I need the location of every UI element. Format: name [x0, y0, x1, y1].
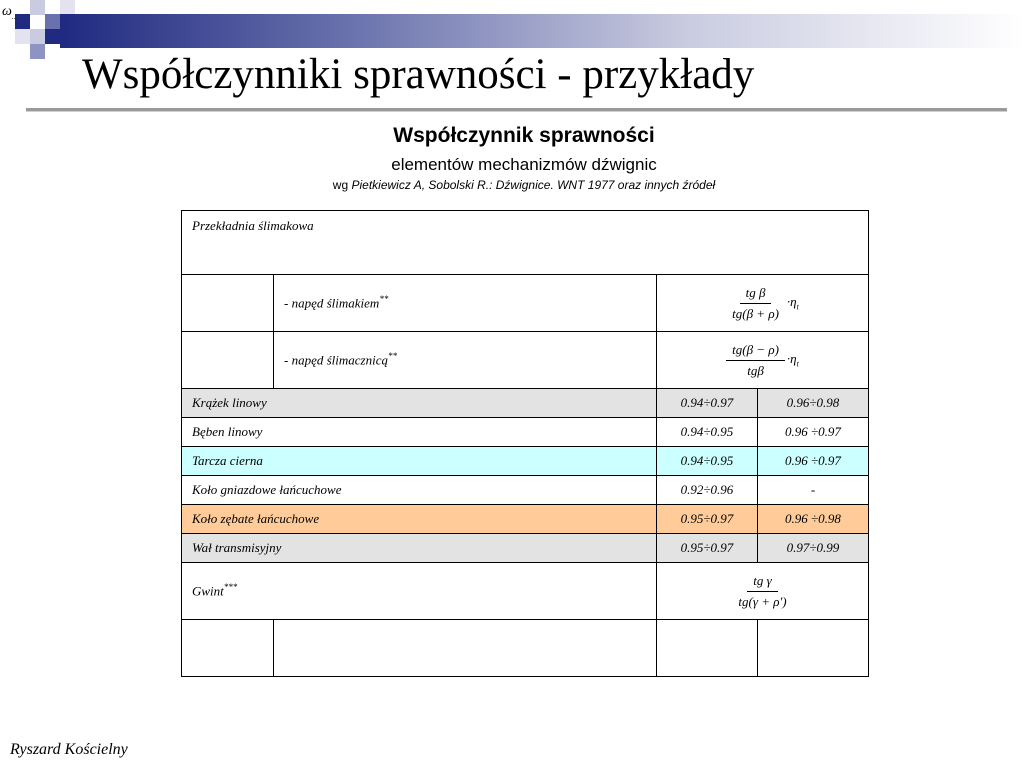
table-row	[182, 534, 869, 563]
row-value-1: 0.95÷0.97	[657, 505, 758, 534]
table-row	[182, 389, 869, 418]
page-title: Współczynniki sprawności - przykłady	[82, 51, 755, 98]
row-label: Wał transmisyjny	[182, 534, 657, 563]
table-row	[182, 505, 869, 534]
row-value-2: 0.97÷0.99	[758, 534, 869, 563]
empty-cell	[182, 275, 274, 332]
empty-cell	[758, 620, 869, 677]
row-value-1: 0.94÷0.95	[657, 447, 758, 476]
table-row-thread	[182, 563, 869, 620]
row-value-2: 0.96 ÷0.98	[758, 505, 869, 534]
row-value-1: 0.92÷0.96	[657, 476, 758, 505]
drive-worm-label: - napęd ślimakiem**	[274, 275, 657, 332]
table-row-drive-wheel	[182, 332, 869, 389]
efficiency-table	[181, 210, 869, 677]
table-source-note: wg Pietkiewicz A, Sobolski R.: Dźwignice. WNT 1977 oraz innych źródeł	[332, 178, 716, 192]
table-heading: Współczynnik sprawności	[393, 124, 655, 147]
footer-author: Ryszard Kościelny	[10, 741, 128, 758]
row-label: Koło gniazdowe łańcuchowe	[182, 476, 657, 505]
drive-worm-formula: $\frac{\text{tg β}}{tg(\beta + \rho)}$ $\cdot\eta_t$	[657, 275, 869, 332]
row-value-2: -	[758, 476, 869, 505]
table-row-worm-gear	[182, 211, 869, 275]
empty-cell	[182, 332, 274, 389]
row-value-1: 0.94÷0.95	[657, 418, 758, 447]
row-label: Tarcza cierna	[182, 447, 657, 476]
row-value-2: 0.96 ÷0.97	[758, 447, 869, 476]
row-label: Krążek linowy	[182, 389, 657, 418]
row-label: Bęben linowy	[182, 418, 657, 447]
empty-cell	[657, 620, 758, 677]
drive-wheel-label: - napęd ślimacznicą**	[274, 332, 657, 389]
row-value-2: 0.96÷0.98	[758, 389, 869, 418]
title-divider	[26, 108, 1007, 112]
row-value-1: 0.95÷0.97	[657, 534, 758, 563]
title-gradient-bar	[60, 14, 1024, 48]
table-subheading: elementów mechanizmów dźwignic	[391, 155, 657, 174]
corner-omega-symbol: $\omega_{...}$	[2, 4, 18, 21]
table-row	[182, 418, 869, 447]
table-row	[182, 476, 869, 505]
table-row-empty	[182, 620, 869, 677]
drive-wheel-formula: $\frac{tg(\beta - \rho)}{\text{tgβ}}$ $\cdot\eta_t$	[657, 332, 869, 389]
empty-cell	[182, 620, 274, 677]
table-row-drive-worm	[182, 275, 869, 332]
row-value-2: 0.96 ÷0.97	[758, 418, 869, 447]
thread-formula: $\frac{\text{tg γ}}{tg(\gamma + \rho')}$	[657, 563, 869, 620]
empty-cell	[274, 620, 657, 677]
row-value-1: 0.94÷0.97	[657, 389, 758, 418]
row-label: Koło zębate łańcuchowe	[182, 505, 657, 534]
worm-gear-label: Przekładnia ślimakowa	[182, 211, 869, 275]
table-row	[182, 447, 869, 476]
thread-label: Gwint***	[182, 563, 657, 620]
